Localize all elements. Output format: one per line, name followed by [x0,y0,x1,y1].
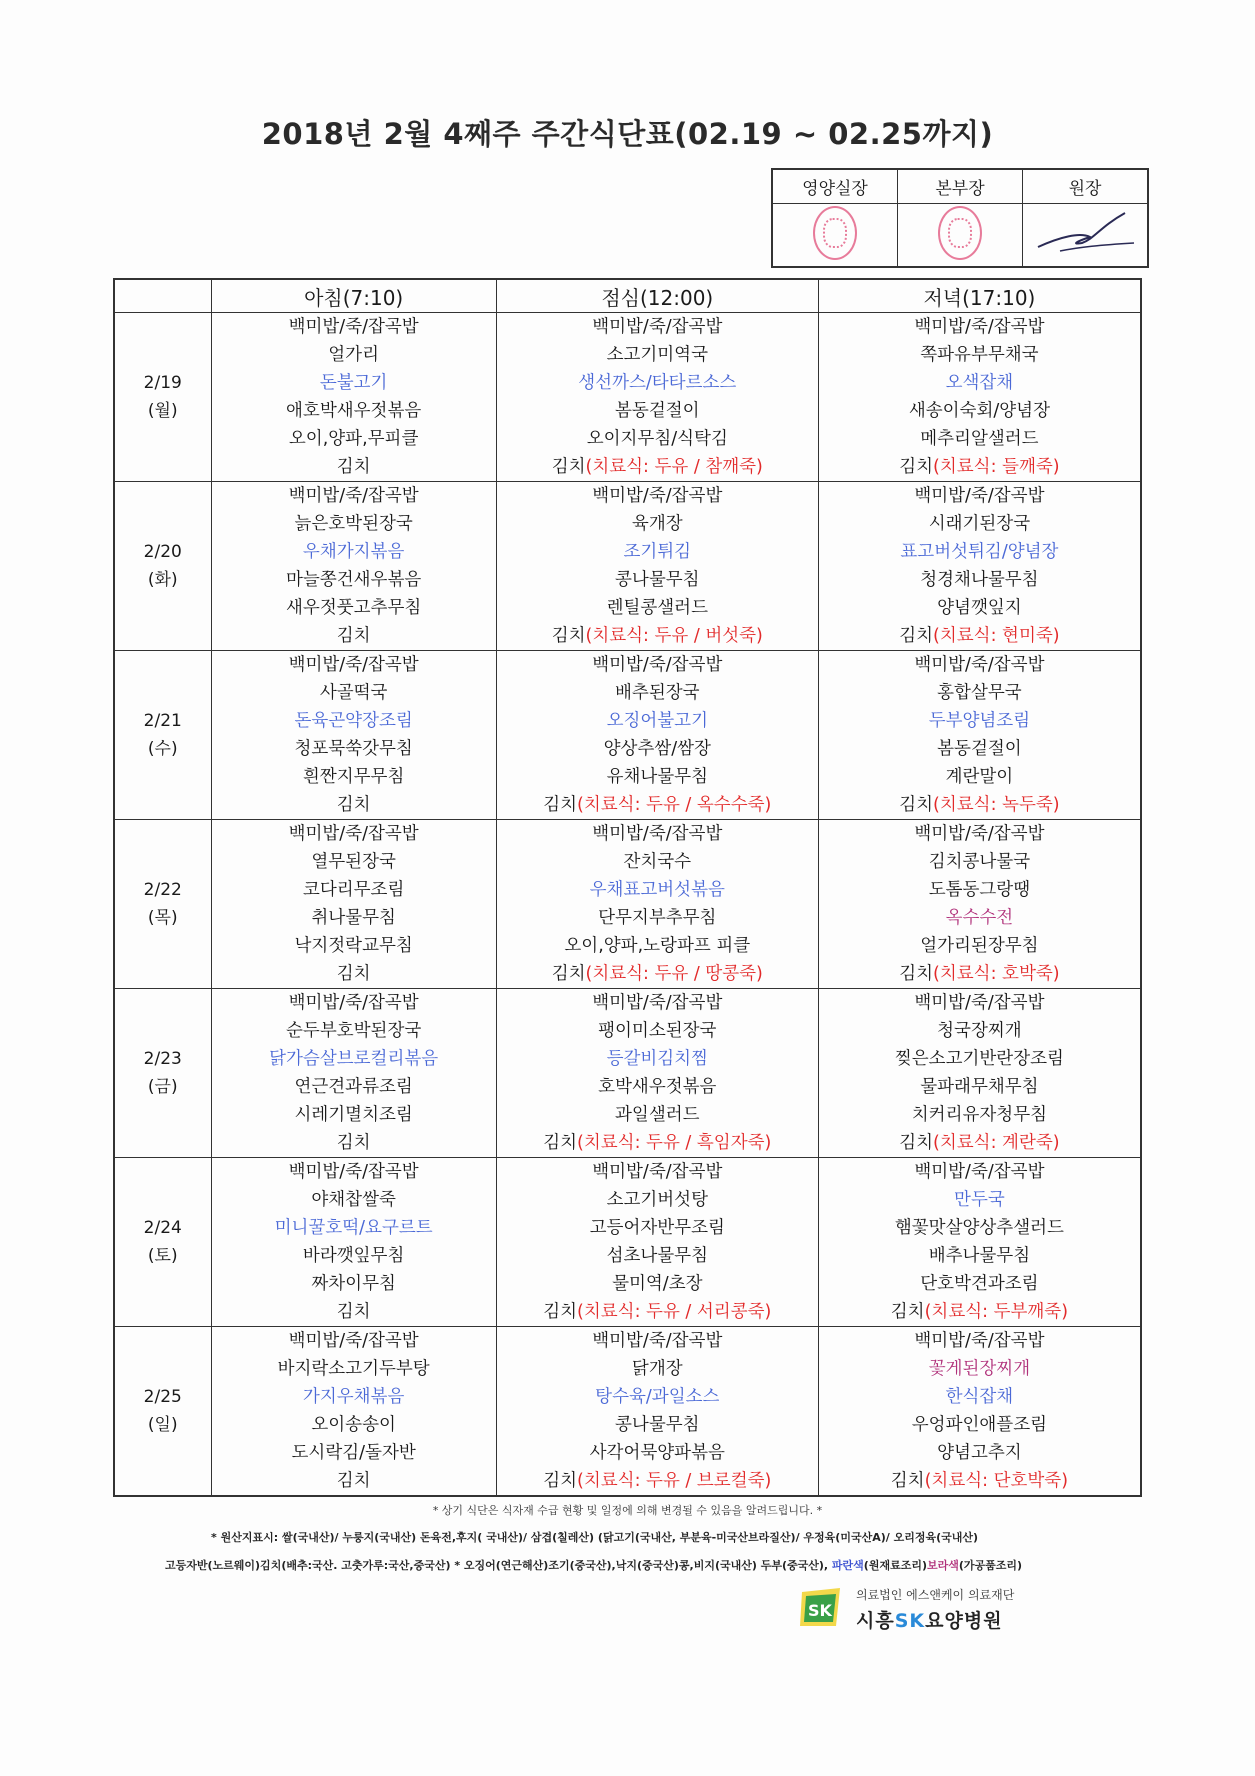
day-row [114,313,1141,482]
dinner-cell [818,313,1141,482]
day-date: 2/20 [143,542,182,562]
menu-item: 김치 [336,457,371,477]
header-lunch: 점심(12:00) [496,279,818,313]
day-date: 2/24 [143,1218,182,1238]
therapeutic-diet: (치료식: 녹두죽) [933,795,1060,815]
kimchi-diet-line [497,1129,818,1157]
approval-label-head: 원장 [1023,169,1149,204]
menu-item: 메추리알샐러드 [920,429,1039,449]
therapeutic-diet: (치료식: 두유 / 서리콩죽) [577,1302,772,1322]
menu-item: 짜차이무침 [311,1274,396,1294]
seal-stamp [813,206,857,260]
menu-item: 표고버섯튀김/양념장 [900,542,1059,562]
menu-item: 배추된장국 [615,683,700,703]
therapeutic-diet: (치료식: 계란죽) [933,1133,1060,1153]
menu-item: 백미밥/죽/잡곡밥 [288,1331,419,1351]
menu-item: 소고기버섯탕 [606,1190,708,1210]
menu-item: 오이,양파,노랑파프 피클 [564,936,751,956]
menu-item: 배추나물무침 [928,1246,1031,1266]
therapeutic-diet: (치료식: 두유 / 버섯죽) [585,626,763,646]
therapeutic-diet: (치료식: 호박죽) [933,964,1060,984]
origin-line-2 [165,1557,1022,1573]
menu-item: 마늘쫑건새우볶음 [286,570,422,590]
menu-item: 콩나물무침 [615,1415,700,1435]
signature-mark [1030,207,1140,263]
menu-item: 한식잡채 [945,1387,1014,1407]
day-row [114,482,1141,651]
kimchi-diet-line [819,1298,1140,1326]
menu-item: 야채찹쌀죽 [311,1190,396,1210]
lunch-cell [496,482,818,651]
dinner-cell [818,1327,1141,1497]
dinner-cell [818,482,1141,651]
menu-item: 단호박견과조림 [920,1274,1039,1294]
day-cell [114,1327,211,1497]
menu-item: 햄꽃맛살양상추샐러드 [894,1218,1064,1238]
day-row [114,651,1141,820]
kimchi-item: 김치 [899,964,934,984]
kimchi-diet-line [497,1467,818,1495]
menu-item: 오징어불고기 [606,711,708,731]
menu-item: 소고기미역국 [606,345,708,365]
menu-item: 콩나물무침 [615,570,700,590]
menu-item: 백미밥/죽/잡곡밥 [288,993,419,1013]
menu-item: 고등어자반무조림 [589,1218,725,1238]
approval-stamp-director [898,204,1023,268]
menu-item: 얼가리된장무침 [920,936,1039,956]
menu-item: 애호박새우젓볶음 [286,401,422,421]
menu-item: 바지락소고기두부탕 [277,1359,430,1379]
breakfast-cell [211,313,496,482]
menu-item: 새우젓풋고추무침 [286,598,422,618]
menu-item: 김치 [336,795,371,815]
menu-item: 청포묵쑥갓무침 [294,739,413,759]
day-weekday: (금) [147,1077,178,1097]
menu-item: 순두부호박된장국 [286,1021,422,1041]
header-dinner: 저녁(17:10) [818,279,1141,313]
kimchi-item: 김치 [899,1133,934,1153]
menu-item: 닭가슴살브로컬리볶음 [269,1049,439,1069]
origin-text: (원재료조리) [863,1559,927,1572]
menu-item: 백미밥/죽/잡곡밥 [914,824,1045,844]
menu-item: 오색잡채 [945,373,1014,393]
kimchi-item: 김치 [543,1133,578,1153]
menu-item: 도시락김/돌자반 [291,1443,416,1463]
menu-item: 팽이미소된장국 [598,1021,717,1041]
origin-text: (가공품조리) [958,1559,1023,1572]
kimchi-item: 김치 [890,1471,925,1491]
menu-item: 우엉파인애플조림 [911,1415,1048,1435]
menu-item: 백미밥/죽/잡곡밥 [288,655,419,675]
menu-item: 탕수육/과일소스 [595,1387,720,1407]
kimchi-item: 김치 [899,795,934,815]
dinner-cell [818,989,1141,1158]
menu-item: 시래기된장국 [928,514,1031,534]
menu-item: 꽃게된장찌개 [928,1359,1031,1379]
approval-stamp-nutrition [772,204,898,268]
hospital-logo [796,1586,1036,1646]
therapeutic-diet: (치료식: 두유 / 브로컬죽) [577,1471,772,1491]
lunch-cell [496,820,818,989]
menu-item: 백미밥/죽/잡곡밥 [592,486,723,506]
menu-item: 찢은소고기반란장조림 [894,1049,1064,1069]
day-cell [114,820,211,989]
menu-item: 물미역/초장 [612,1274,703,1294]
breakfast-cell [211,989,496,1158]
therapeutic-diet: (치료식: 들깨죽) [933,457,1060,477]
menu-item: 백미밥/죽/잡곡밥 [592,824,723,844]
day-cell [114,651,211,820]
menu-item: 백미밥/죽/잡곡밥 [914,1331,1045,1351]
menu-item: 백미밥/죽/잡곡밥 [914,1162,1045,1182]
menu-item: 호박새우젓볶음 [598,1077,717,1097]
menu-item: 김치 [336,1133,371,1153]
menu-item: 코다리무조림 [302,880,405,900]
lunch-cell [496,1327,818,1497]
approval-label-director: 본부장 [898,169,1023,204]
menu-item: 백미밥/죽/잡곡밥 [288,486,419,506]
kimchi-item: 김치 [543,1471,578,1491]
menu-item: 흰짠지무무침 [302,767,405,787]
logo-name [856,1606,1003,1633]
menu-item: 돈불고기 [319,373,388,393]
day-date: 2/23 [143,1049,182,1069]
menu-item: 바라깻잎무침 [302,1246,405,1266]
menu-item: 백미밥/죽/잡곡밥 [288,1162,419,1182]
menu-item: 봄동겉절이 [937,739,1022,759]
menu-item: 육개장 [631,514,683,534]
menu-item: 연근견과류조림 [294,1077,413,1097]
menu-item: 옥수수전 [945,908,1014,928]
origin-blue-label: 파란색 [831,1559,864,1572]
kimchi-item: 김치 [890,1302,925,1322]
therapeutic-diet: (치료식: 두부깨죽) [924,1302,1069,1322]
menu-item: 양념깻잎지 [937,598,1022,618]
kimchi-item: 김치 [551,626,586,646]
menu-item: 백미밥/죽/잡곡밥 [914,655,1045,675]
menu-item: 우채표고버섯볶음 [589,880,725,900]
day-weekday: (목) [147,908,178,928]
kimchi-item: 김치 [899,626,934,646]
day-date: 2/25 [143,1387,182,1407]
menu-item: 과일샐러드 [615,1105,700,1125]
kimchi-item: 김치 [899,457,934,477]
menu-item: 우채가지볶음 [302,542,405,562]
day-row [114,1158,1141,1327]
menu-item: 김치콩나물국 [928,852,1031,872]
menu-item: 단무지부추무침 [598,908,717,928]
approval-box [771,168,1149,268]
menu-item: 김치 [336,964,371,984]
day-weekday: (월) [147,401,178,421]
dinner-cell [818,820,1141,989]
menu-item: 늙은호박된장국 [294,514,413,534]
breakfast-cell [211,482,496,651]
menu-item: 홍합살무국 [937,683,1022,703]
logo-name-part: 시흥 [856,1610,895,1632]
kimchi-diet-line [819,1467,1140,1495]
origin-text: 고등자반(노르웨이)김치(배추:국산. 고춧가루:국산,중국산) * 오징어(연근해산)조기(중국산),낙지(중국산)콩,비지(국내산) 두부(중국산), [165,1559,832,1572]
day-weekday: (수) [147,739,178,759]
menu-item: 김치 [336,626,371,646]
menu-item: 사골떡국 [319,683,388,703]
breakfast-cell [211,651,496,820]
kimchi-item: 김치 [543,1302,578,1322]
menu-item: 도톰동그랑땡 [928,880,1031,900]
day-row [114,989,1141,1158]
menu-item: 닭개장 [631,1359,683,1379]
therapeutic-diet: (치료식: 두유 / 흑임자죽) [577,1133,772,1153]
therapeutic-diet: (치료식: 두유 / 참깨죽) [585,457,763,477]
therapeutic-diet: (치료식: 단호박죽) [924,1471,1069,1491]
logo-name-sk: SK [894,1610,926,1632]
svg-text:SK: SK [808,1601,832,1620]
menu-item: 백미밥/죽/잡곡밥 [592,1331,723,1351]
menu-item: 백미밥/죽/잡곡밥 [914,993,1045,1013]
menu-item: 김치 [336,1302,371,1322]
kimchi-diet-line [819,960,1140,988]
day-weekday: (토) [147,1246,178,1266]
menu-item: 잔치국수 [623,852,692,872]
menu-item: 얼가리 [328,345,379,365]
menu-item: 미니꿀호떡/요구르트 [274,1218,433,1238]
kimchi-diet-line [497,1298,818,1326]
menu-item: 오이지무침/식탁김 [586,429,728,449]
kimchi-item: 김치 [551,457,586,477]
dinner-cell [818,651,1141,820]
day-date: 2/22 [143,880,182,900]
page-title: 2018년 2월 4째주 주간식단표(02.19 ~ 02.25까지) [261,117,994,151]
lunch-cell [496,651,818,820]
menu-item: 시레기멸치조림 [294,1105,413,1125]
logo-name-part: 요양병원 [925,1610,1003,1632]
lunch-cell [496,989,818,1158]
breakfast-cell [211,1327,496,1497]
menu-item: 김치 [336,1471,371,1491]
menu-item: 두부양념조림 [928,711,1031,731]
day-date: 2/21 [143,711,182,731]
lunch-cell [496,1158,818,1327]
therapeutic-diet: (치료식: 현미죽) [933,626,1060,646]
menu-item: 취나물무침 [311,908,396,928]
menu-item: 봄동겉절이 [615,401,700,421]
kimchi-diet-line [497,622,818,650]
menu-item: 섬초나물무침 [606,1246,708,1266]
menu-item: 청경채나물무침 [920,570,1039,590]
menu-item: 물파래무채무침 [920,1077,1039,1097]
day-row [114,820,1141,989]
menu-item: 등갈비김치찜 [606,1049,708,1069]
menu-item: 계란말이 [945,767,1014,787]
therapeutic-diet: (치료식: 두유 / 땅콩죽) [585,964,763,984]
menu-item: 백미밥/죽/잡곡밥 [592,317,723,337]
menu-item: 새송이숙회/양념장 [908,401,1050,421]
menu-item: 유채나물무침 [606,767,708,787]
menu-item: 조기튀김 [623,542,692,562]
menu-item: 가지우채볶음 [302,1387,405,1407]
menu-item: 백미밥/죽/잡곡밥 [592,1162,723,1182]
menu-item: 양념고추지 [937,1443,1022,1463]
origin-purple-label: 보라색 [926,1559,959,1572]
menu-item: 돈육곤약장조림 [294,711,413,731]
menu-item: 열무된장국 [311,852,396,872]
menu-table [113,278,1142,1497]
approval-signature-head [1023,204,1149,268]
menu-item: 치커리유자청무침 [911,1105,1048,1125]
kimchi-item: 김치 [543,795,578,815]
kimchi-diet-line [497,960,818,988]
menu-item: 청국장찌개 [937,1021,1022,1041]
therapeutic-diet: (치료식: 두유 / 옥수수죽) [577,795,772,815]
day-cell [114,989,211,1158]
day-cell [114,482,211,651]
menu-item: 만두국 [954,1190,1005,1210]
menu-item: 백미밥/죽/잡곡밥 [914,317,1045,337]
kimchi-diet-line [819,1129,1140,1157]
menu-item: 쪽파유부무채국 [920,345,1039,365]
breakfast-cell [211,820,496,989]
seal-stamp [938,206,982,260]
day-date: 2/19 [143,373,182,393]
kimchi-diet-line [497,453,818,481]
menu-item: 백미밥/죽/잡곡밥 [288,317,419,337]
menu-item: 생선까스/타타르소스 [578,373,737,393]
day-weekday: (화) [147,570,178,590]
change-notice: * 상기 식단은 식자재 수급 현황 및 일정에 의해 변경될 수 있음을 알려드립니다. * [432,1504,823,1517]
kimchi-diet-line [497,791,818,819]
logo-subtitle: 의료법인 에스앤케이 의료재단 [856,1588,1015,1602]
day-weekday: (일) [147,1415,178,1435]
menu-item: 낙지젓락교무침 [294,936,413,956]
header-breakfast: 아침(7:10) [211,279,496,313]
kimchi-diet-line [819,791,1140,819]
menu-item: 양상추쌈/쌈장 [603,739,711,759]
menu-body [114,313,1141,1497]
day-cell [114,313,211,482]
kimchi-diet-line [819,453,1140,481]
kimchi-item: 김치 [551,964,586,984]
menu-item: 백미밥/죽/잡곡밥 [914,486,1045,506]
menu-item: 오이,양파,무피클 [288,429,419,449]
menu-item: 백미밥/죽/잡곡밥 [592,993,723,1013]
approval-label-nutrition: 영양실장 [772,169,898,204]
kimchi-diet-line [819,622,1140,650]
corner-cell [114,279,211,313]
origin-line-1: * 원산지표시: 쌀(국내산)/ 누룽지(국내산) 돈육전,후지( 국내산)/ 삼겹(칠레산) (닭고기(국내산, 부분육-미국산브라질산)/ 우정육(미국산A)/ 오리정육(국내산) [211,1531,979,1544]
menu-item: 렌틸콩샐러드 [606,598,708,618]
day-row [114,1327,1141,1497]
menu-item: 백미밥/죽/잡곡밥 [288,824,419,844]
menu-item: 사각어묵양파볶음 [589,1443,725,1463]
menu-item: 오이송송이 [311,1415,396,1435]
lunch-cell [496,313,818,482]
breakfast-cell [211,1158,496,1327]
hospital-logo-icon [796,1586,844,1630]
day-cell [114,1158,211,1327]
dinner-cell [818,1158,1141,1327]
menu-item: 백미밥/죽/잡곡밥 [592,655,723,675]
